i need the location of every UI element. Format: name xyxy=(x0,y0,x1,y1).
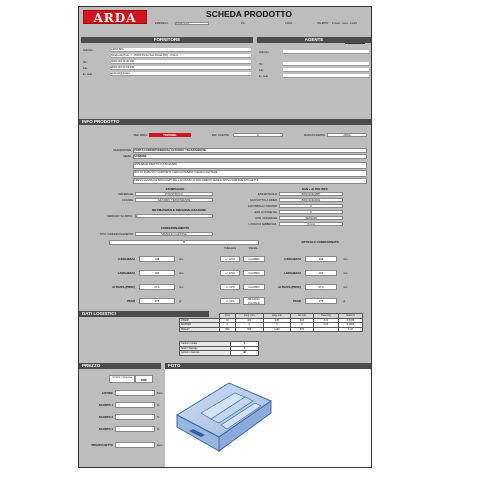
conf-label-1: LARGHEZZA xyxy=(283,272,301,275)
ean-label-3: EAN 13 NOME SIA xyxy=(254,211,277,214)
row-label: Cartoni x bancale xyxy=(180,351,231,356)
materiale-value: POLISTIROLO xyxy=(135,192,213,196)
fornitore-label-3: Fax xyxy=(83,67,88,70)
confezionato-title: ARTICOLO CONFEZIONATO xyxy=(301,241,339,244)
fornitore-value-2: 0039 049 70 30 050 xyxy=(111,60,251,64)
art-label-2: ALTEZZA (PROF) xyxy=(112,286,135,289)
materiale-label: MATERIALE xyxy=(118,193,133,196)
cell: 0 xyxy=(263,323,290,328)
row-label: MASTER xyxy=(180,323,220,328)
prezzo-unit-1: % xyxy=(157,404,160,407)
serie-label: SERIE xyxy=(123,155,131,158)
art-tol-3: +/- 10% xyxy=(220,298,240,304)
mkt-title: MKT/MATERIALE PERSONALIZZAZIONE xyxy=(151,209,207,212)
art-tol-1: +/- 0,5% xyxy=(220,270,240,276)
ean-value-3: 0 xyxy=(279,210,343,214)
row-label: PALLET xyxy=(180,327,220,332)
agente-label-3: E - mail xyxy=(259,75,268,78)
fornitore-label-0: Indirizzo xyxy=(83,49,93,52)
logistici-header: Volum.0 xyxy=(338,314,362,319)
cell: 280 xyxy=(220,327,236,332)
emessa-value: 04/06/2019 xyxy=(175,22,209,26)
fornitore-bar: FORNITORE xyxy=(81,37,253,43)
agente-field-3 xyxy=(283,74,369,78)
art-label-1: LARGHEZZA xyxy=(117,272,135,275)
sconto1-input[interactable] xyxy=(115,402,155,408)
conf-unit-2: mm xyxy=(343,286,348,289)
prezzo-unit-0: Euro xyxy=(157,392,163,395)
conf-unit-3: gr xyxy=(343,300,346,303)
conf-title: CONFEZIONAMENTO xyxy=(160,227,190,230)
agente-label-1: Tel xyxy=(259,63,263,66)
art-value-2: 67,0 xyxy=(139,284,175,290)
prezzo-bar: PREZZO xyxy=(79,363,161,369)
termini-label: TERMINI CONSEGNA xyxy=(111,377,133,379)
prezzo-label-4: PREZZO NETTO xyxy=(91,444,113,447)
prezzo-netto-input[interactable] xyxy=(115,442,155,448)
art-unit-1: mm xyxy=(179,272,184,275)
cell: 800 xyxy=(235,327,263,332)
conf-unit-0: mm xyxy=(343,258,348,261)
marca-label: MARCA/CLIENTE xyxy=(303,134,325,137)
art-unit-3: gr xyxy=(179,300,182,303)
cell: 400 xyxy=(235,318,263,323)
prezzo-label-2: SCONTO 2 xyxy=(98,416,113,419)
conf-value-3: 275 xyxy=(305,298,337,304)
ean-label-2: EAN IMBALLO MASTER xyxy=(248,205,277,208)
row-label: INNER xyxy=(180,318,220,323)
mkt-label: MARCHIO SU ARTIC. xyxy=(107,215,133,218)
ean-value-1: 8001640302991 xyxy=(279,198,343,202)
fornitore-label-2: Tel xyxy=(83,61,87,64)
arda-logo xyxy=(83,10,147,24)
row-label: Strati x bancale xyxy=(180,346,231,351)
cell: 0,00 xyxy=(313,323,338,328)
ean-label-1: EAN SOTTOLA INNER xyxy=(250,199,277,202)
ean-value-2: 0 xyxy=(279,204,343,208)
agente-label-0: Indirizzo xyxy=(259,51,269,54)
fornitore-value-4: ordinistt@arda.it xyxy=(111,72,251,76)
agente-field-1 xyxy=(283,62,369,66)
art-value-3: 275 xyxy=(139,298,175,304)
ref-cliente-value: 0 xyxy=(233,133,283,137)
agente-label-2: Fax xyxy=(259,69,264,72)
note-1: MOLTO ROBUSTO SOPPORTA CARICHI PESANTI SENZA FLETTERE xyxy=(133,170,367,177)
ean-title: EAN + ALTRE INFO xyxy=(302,188,328,191)
logo-text: ARDA xyxy=(93,11,137,25)
fornitore-value-1: Strada dei Prati, 7 - 35020 Ponte San Nicolò (PD) - ITALIA xyxy=(111,54,251,58)
cell: 0 xyxy=(290,323,313,328)
mkt-value: Z xyxy=(135,214,213,218)
ean-label-4: COD. DOGANALE xyxy=(255,217,277,220)
logistici-bar: DATI LOGISTICI xyxy=(79,311,209,317)
art-unit-0: mm xyxy=(179,258,184,261)
row-label: Cartoni x strato xyxy=(180,342,231,347)
table-row xyxy=(180,327,363,332)
prezzo-label-3: SCONTO 3 xyxy=(98,428,113,431)
fornitore-value-3: 0039 049 50 63 466 xyxy=(111,66,251,70)
ean-value-0: 8001640301887 xyxy=(279,192,343,196)
stampaggio-title: STAMPAGGIO xyxy=(165,188,185,191)
cell xyxy=(313,327,338,332)
agente-field-2 xyxy=(283,68,369,72)
logistici-header: Alt. mm xyxy=(290,314,313,319)
conf-label-0: LUNGHEZZA xyxy=(283,258,301,261)
descrizione-value: PORTACORRISPONDENZA AZZURRO TRASPARENTE xyxy=(133,148,367,153)
table-row xyxy=(180,351,259,356)
sheet-corner-mark: . xyxy=(81,461,82,464)
conf-value-1: 260 xyxy=(305,270,337,276)
cell: 345 xyxy=(263,318,290,323)
serie-value: SUNRISE xyxy=(133,154,367,159)
cell: 48 xyxy=(231,351,259,356)
conf-label-3: PESO xyxy=(293,300,301,303)
conf-unit-1: mm xyxy=(343,272,348,275)
cell: 0,0000 xyxy=(338,323,362,328)
agente-field-0 xyxy=(283,50,369,54)
logistici-header: Q.ta xyxy=(220,314,236,319)
cell: 315 xyxy=(290,318,313,323)
art-metodo-1: CALIBRO xyxy=(243,270,265,276)
conf-value: SFUSO IN CARTONE xyxy=(135,232,213,236)
note-0: IMPILABILE DIRITTO O A SCALARE xyxy=(133,162,367,169)
agente-bar: AGENTE xyxy=(257,37,371,43)
logistici-header: Peso Kg xyxy=(313,314,338,319)
conf-value-0: 338 xyxy=(305,256,337,262)
cell: 0 xyxy=(220,323,236,328)
cell: 975 xyxy=(290,327,313,332)
ean-value-4: 39261000 xyxy=(279,216,343,220)
conf-label-2: ALTEZZA (PROF) xyxy=(278,286,301,289)
colore-value: AZZURRO TRASPARENTE xyxy=(135,198,213,202)
agente-mark xyxy=(345,43,365,44)
marca-value: ARDA xyxy=(327,133,367,137)
art-tol-2: +/- 10% xyxy=(220,284,240,290)
cell: 8 xyxy=(231,342,259,347)
prezzo-label-0: LISTINO xyxy=(101,392,113,395)
art-tol-0: +/- 0,5% xyxy=(220,256,240,262)
ean-label-0: EAN ARTICOLO xyxy=(257,193,277,196)
articolo-title: 0 xyxy=(109,240,259,245)
cell: 0,0435 xyxy=(338,318,362,323)
cell: 1,43 xyxy=(338,327,362,332)
sconto2-input[interactable] xyxy=(115,414,155,420)
art-label-3: PESO xyxy=(127,300,135,303)
logistici-table xyxy=(179,313,363,332)
conf-value-2: 67,0 xyxy=(305,284,337,290)
logistici-header: Larg. mm xyxy=(263,314,290,319)
ref-arda-label: REF. ARDA xyxy=(133,134,147,137)
note-2: PRESA CENTRALE SPAGOLATURE L'ACCESSO AI DOCUMENTI SEDE E APPLICARE DUE ETICHETTE xyxy=(133,178,367,184)
validita-label: VALIDITA' xyxy=(317,22,329,25)
emessa-label: EMESSA IL xyxy=(155,22,169,25)
fornitore-value-0: ARDA SPA xyxy=(111,48,251,52)
colore-label: COLORE xyxy=(122,199,133,202)
da-label: DA xyxy=(241,22,245,25)
product-sheet xyxy=(78,6,372,468)
listino-input[interactable] xyxy=(115,390,155,396)
art-unit-2: mm xyxy=(179,286,184,289)
cell: 10 xyxy=(220,318,236,323)
header-strip xyxy=(149,20,371,26)
termini-value: DDP xyxy=(135,375,153,383)
art-label-0: LUNGHEZZA xyxy=(117,258,135,261)
tol-header: Tolleranza xyxy=(224,247,236,250)
fornitore-label-4: E - mail xyxy=(83,73,92,76)
pallet-table xyxy=(179,341,259,356)
prezzo-unit-2: % xyxy=(157,416,160,419)
ref-cliente-label: REF. CLIENTE xyxy=(211,134,229,137)
ref-arda-value: TR9563BL xyxy=(149,133,191,137)
termini-box xyxy=(109,375,135,383)
sconto3-input[interactable] xyxy=(115,426,155,432)
cell: 1200 xyxy=(263,327,290,332)
descrizione-label: DESCRIZIONE xyxy=(113,149,131,152)
cell: 3,44 xyxy=(313,318,338,323)
cara-label: CARA xyxy=(285,22,293,25)
ean-label-5: LUOGO DI FABBRICAZ. xyxy=(248,223,277,226)
art-value-0: 338 xyxy=(139,256,175,262)
page-title: SCHEDA PRODOTTO xyxy=(206,9,292,19)
conf-label: TIPO CONFEZIONAMENTO xyxy=(99,233,133,236)
prezzo-label-1: SCONTO 1 xyxy=(98,404,113,407)
cell: 3 xyxy=(231,346,259,351)
letter-tray-icon xyxy=(171,375,275,455)
art-metodo-0: CALIBRO xyxy=(243,256,265,262)
prezzo-unit-4: Euro xyxy=(157,444,163,447)
foto-bar: FOTO xyxy=(165,363,371,369)
logistici-header: Lung. mm xyxy=(235,314,263,319)
ean-value-5: ITALIA xyxy=(279,222,343,226)
art-value-1: 260 xyxy=(139,270,175,276)
validita-value: 6 mesi - mesi - mesi6 xyxy=(332,22,357,25)
info-prodotto-bar: INFO PRODOTTO xyxy=(79,119,371,125)
art-metodo-2: CALIBRO xyxy=(243,284,265,290)
cell: 0 xyxy=(235,323,263,328)
prezzo-unit-3: % xyxy=(157,428,160,431)
art-metodo-3: BILANCIA DIGITALE xyxy=(243,297,265,305)
metodo-header: Metodo xyxy=(248,247,258,250)
